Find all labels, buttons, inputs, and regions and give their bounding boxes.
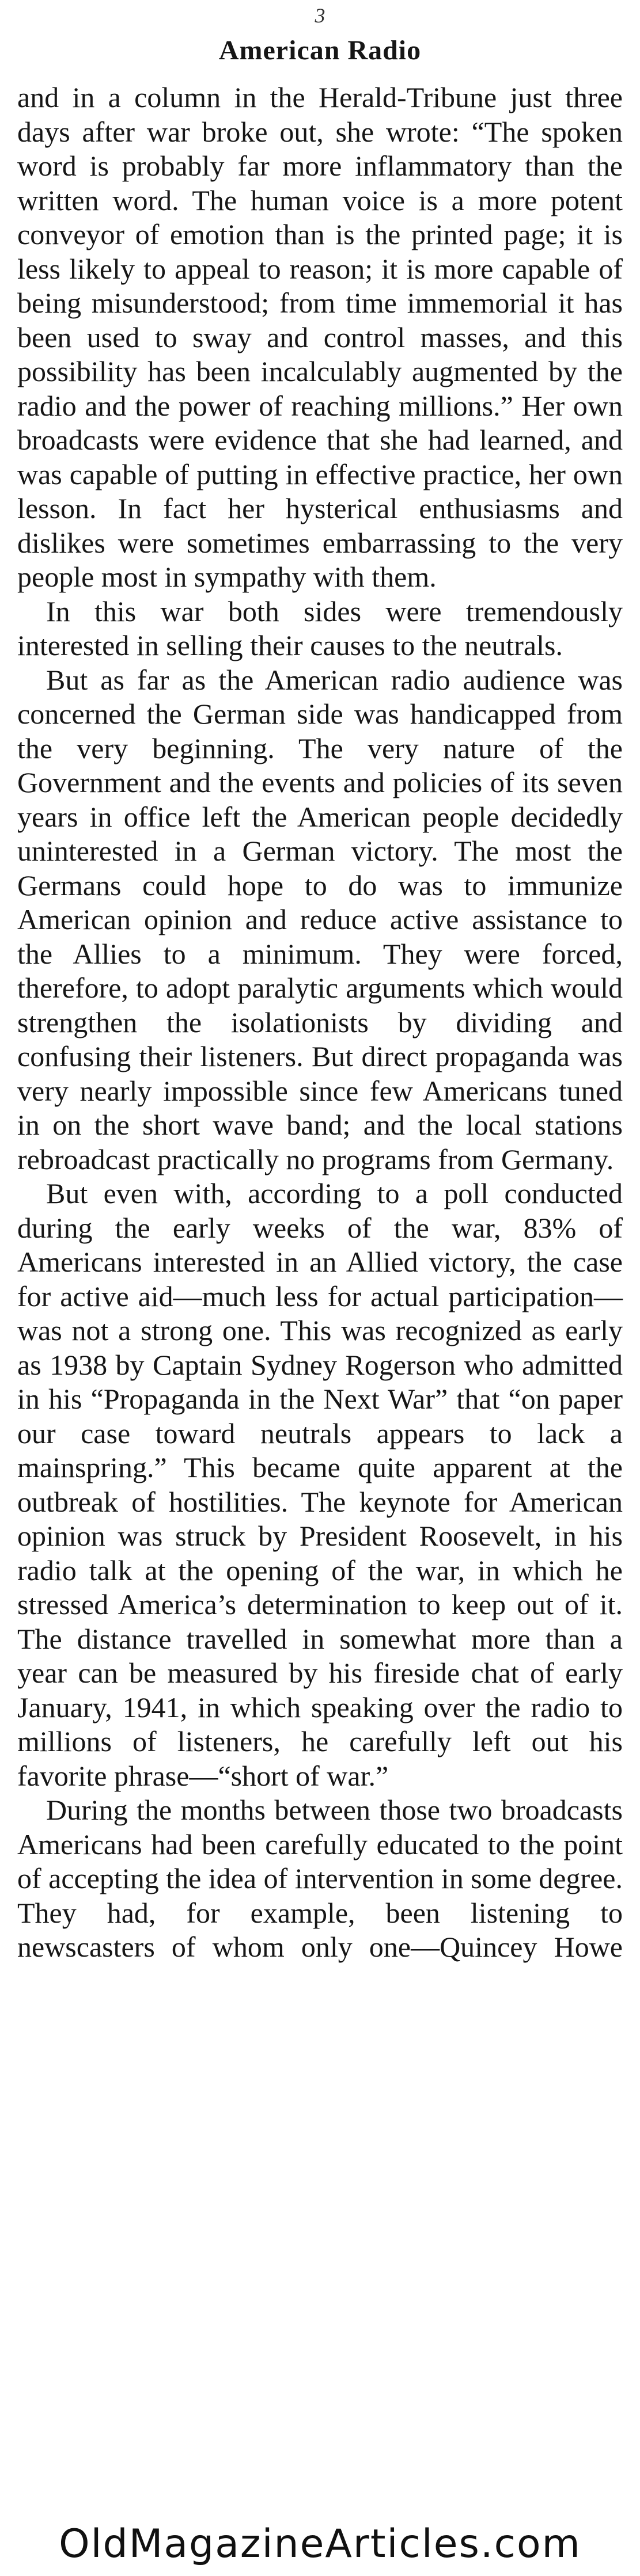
- article-body: [17, 81, 623, 1965]
- article-paragraph-4: But even with, according to a poll conducted during the early weeks of the war, 83% of Americans interested in an Allied victory, the case for active aid—much less for actual participation—was not a strong one. This was recognized as early as 1938 by Captain Sydney Rogerson who admitted in his “Propaganda in the Next War” that “on paper our case toward neutrals appears to lack a mainspring.” This became quite apparent at the outbreak of hostilities. The keynote for American opinion was struck by President Roosevelt, in his radio talk at the opening of the war, in which he stressed America’s determination to keep out of it. The distance travelled in somewhat more than a year can be measured by his fireside chat of early January, 1941, in which speaking over the radio to millions of listeners, he carefully left out his favorite phrase—“short of war.”: [17, 1177, 623, 1792]
- article-paragraph-1: and in a column in the Herald-Tribune just three days after war broke out, she wrote: “The spoken word is probably far more inflammatory than the written word. The human voice is a more potent conveyor of emotion than is the printed page; it is less likely to appeal to reason; it is more capable of being misunderstood; from time immemorial it has been used to sway and control masses, and this possibility has been incalculably augmented by the radio and the power of reaching millions.” Her own broadcasts were evidence that she had learned, and was capable of putting in effective practice, her own lesson. In fact her hysterical enthusiasms and dislikes were sometimes embarrassing to the very people most in sympathy with them.: [17, 81, 623, 593]
- article-paragraph-2: In this war both sides were tremendously interested in selling their causes to the neutrals.: [17, 595, 623, 661]
- running-head: American Radio: [218, 35, 422, 66]
- site-watermark: OldMagazineArticles.com: [59, 2521, 581, 2567]
- article-paragraph-5: During the months between those two broadcasts Americans had been carefully educated to the point of accepting the idea of intervention in some degree. They had, for example, been listening to newscasters of whom only one—Quincey Howe: [17, 1794, 623, 1963]
- page-number: 3: [315, 4, 325, 27]
- article-paragraph-3: But as far as the American radio audience was concerned the German side was handicapped from the very beginning. The very nature of the Government and the events and policies of its seven years in office left the American people decidedly uninterested in a German victory. The most the Germans could hope to do was to immunize American opinion and reduce active assistance to the Allies to a minimum. They were forced, therefore, to adopt paralytic arguments which would strengthen the isolationists by dividing and confusing their listeners. But direct propaganda was very nearly impossible since few Americans tuned in on the short wave band; and the local stations rebroadcast practically no programs from Germany.: [17, 663, 623, 1175]
